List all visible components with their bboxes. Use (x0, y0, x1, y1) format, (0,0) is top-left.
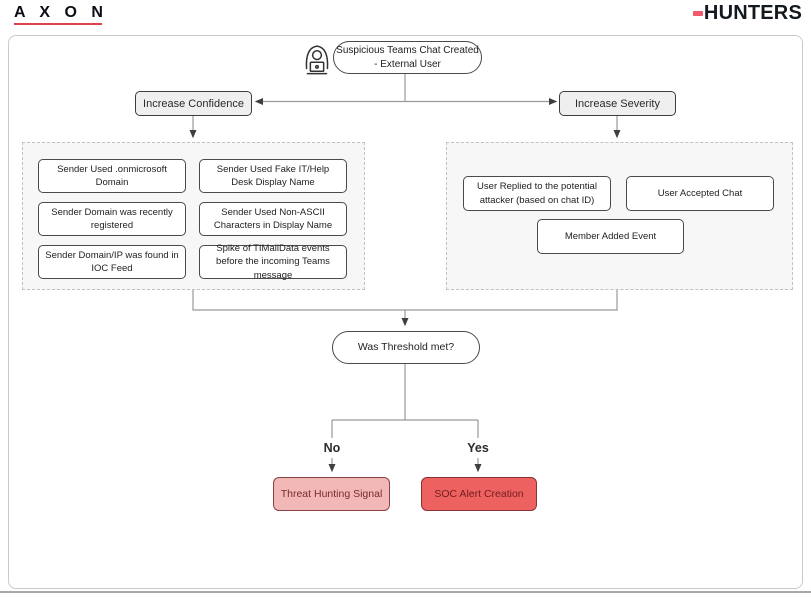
confidence-signals-grid (38, 159, 347, 279)
edge-label-no: No (323, 441, 341, 455)
severity-signals-group (446, 142, 793, 290)
node-soc-alert-creation: SOC Alert Creation (421, 477, 537, 511)
hacker-icon (298, 39, 336, 77)
node-user-accepted-chat: User Accepted Chat (626, 176, 774, 211)
node-non-ascii-characters: Sender Used Non-ASCII Characters in Display Name (199, 202, 347, 236)
root-node-line1: Suspicious Teams Chat Created (336, 45, 479, 56)
root-node-line2: - External User (374, 58, 441, 70)
node-decision-threshold: Was Threshold met? (332, 331, 480, 364)
node-increase-severity: Increase Severity (559, 91, 676, 116)
hunters-logo (693, 2, 802, 25)
hunters-accent-mark (693, 11, 703, 16)
node-increase-confidence: Increase Confidence (135, 91, 252, 116)
node-sender-onmicrosoft-domain: Sender Used .onmicrosoft Domain (38, 159, 186, 193)
axon-logo (14, 4, 108, 25)
axon-logo-text: A X O N (14, 4, 108, 21)
node-fake-itdesk-display-name: Sender Used Fake IT/Help Desk Display Name (199, 159, 347, 193)
window-bottom-edge (0, 591, 811, 593)
node-root-suspicious-chat (333, 41, 482, 74)
node-user-replied-attacker: User Replied to the potential attacker (based on chat ID) (463, 176, 611, 211)
node-domain-recently-registered: Sender Domain was recently registered (38, 202, 186, 236)
node-threat-hunting-signal: Threat Hunting Signal (273, 477, 390, 511)
node-domain-ip-ioc-feed: Sender Domain/IP was found in IOC Feed (38, 245, 186, 279)
node-timaildata-spike: Spike of TIMailData events before the incoming Teams message (199, 245, 347, 279)
diagram-canvas (8, 35, 803, 589)
edge-label-yes: Yes (467, 441, 489, 455)
axon-logo-underline (14, 23, 102, 25)
hunters-logo-text: HUNTERS (703, 2, 802, 24)
node-member-added-event: Member Added Event (537, 219, 684, 254)
